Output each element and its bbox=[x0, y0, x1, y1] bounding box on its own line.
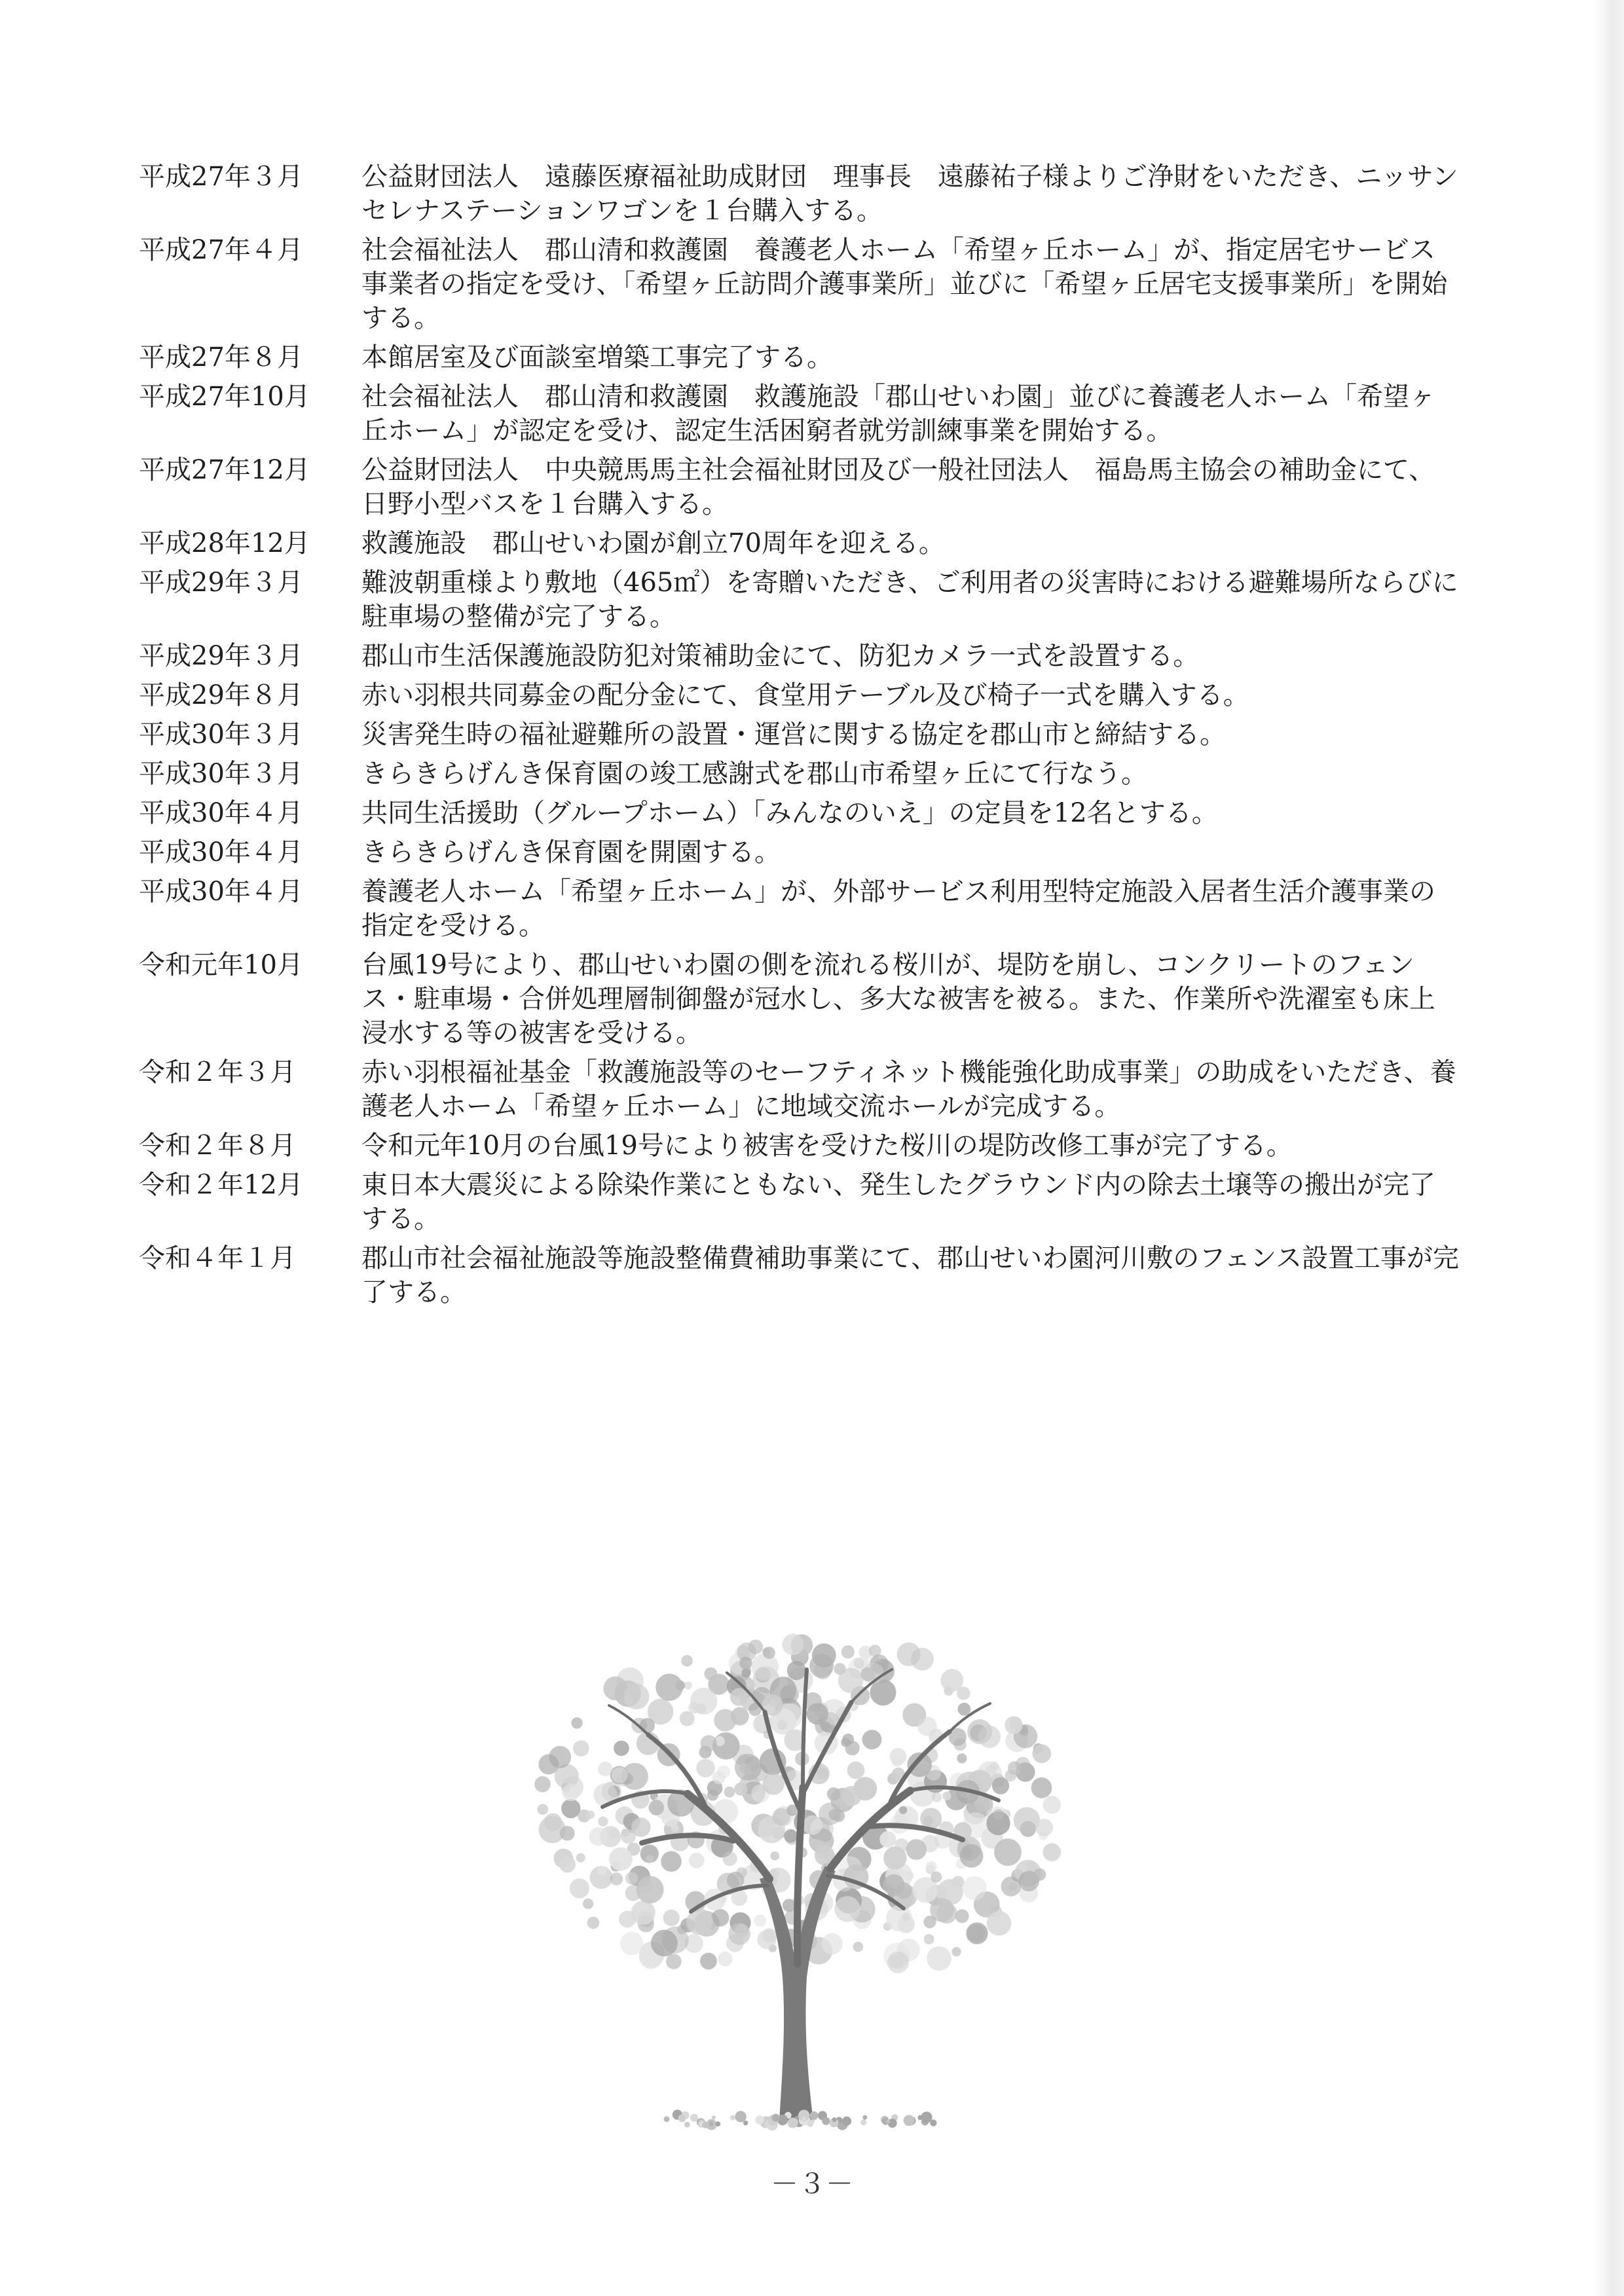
timeline-entry bbox=[139, 1168, 1459, 1236]
entry-text: 社会福祉法人 郡山清和救護園 救護施設「郡山せいわ園」並びに養護老人ホーム「希望ヶ丘ホーム」が認定を受け、認定生活困窮者就労訓練事業を開始する。 bbox=[361, 382, 1435, 446]
timeline-entry bbox=[139, 1055, 1459, 1123]
entry-date: 令和２年３月 bbox=[139, 1057, 296, 1087]
entry-text: 台風19号により、郡山せいわ園の側を流れる桜川が、堤防を崩し、コンクリートのフェンス・駐車場・合併処理層制御盤が冠水し、多大な被害を被る。また、作業所や洗濯室も床上浸水する等の被害を受ける。 bbox=[361, 950, 1435, 1048]
tree-illustration bbox=[511, 1597, 1087, 2134]
timeline-entry bbox=[139, 948, 1459, 1050]
timeline-entry bbox=[139, 453, 1459, 521]
entry-date: 平成28年12月 bbox=[139, 528, 310, 558]
entry-text: 郡山市社会福祉施設等施設整備費補助事業にて、郡山せいわ園河川敷のフェンス設置工事が完了する。 bbox=[361, 1243, 1459, 1307]
entry-date: 平成30年４月 bbox=[139, 837, 303, 867]
entry-date: 平成30年４月 bbox=[139, 798, 303, 828]
entry-date: 令和２年12月 bbox=[139, 1170, 303, 1200]
page-edge-shadow bbox=[1594, 0, 1624, 2296]
entry-text: 災害発生時の福祉避難所の設置・運営に関する協定を郡山市と締結する。 bbox=[361, 720, 1226, 750]
entry-date: 平成27年10月 bbox=[139, 382, 310, 412]
entry-text: 赤い羽根福祉基金「救護施設等のセーフティネット機能強化助成事業」の助成をいただき、養護老人ホーム「希望ヶ丘ホーム」に地域交流ホールが完成する。 bbox=[361, 1057, 1456, 1121]
timeline-entry bbox=[139, 340, 1459, 374]
entry-text: きらきらげんき保育園の竣工感謝式を郡山市希望ヶ丘にて行なう。 bbox=[361, 759, 1147, 789]
entry-text: きらきらげんき保育園を開園する。 bbox=[361, 837, 781, 867]
entry-text: 難波朝重様より敷地（465㎡）を寄贈いただき、ご利用者の災害時における避難場所ならびに駐車場の整備が完了する。 bbox=[361, 568, 1458, 632]
entry-date: 平成29年８月 bbox=[139, 680, 303, 710]
page-number: －３－ bbox=[770, 2168, 853, 2200]
entry-date: 平成27年３月 bbox=[139, 162, 303, 192]
timeline-entry bbox=[139, 639, 1459, 673]
entry-text: 令和元年10月の台風19号により被害を受けた桜川の堤防改修工事が完了する。 bbox=[361, 1131, 1293, 1161]
entry-date: 平成30年３月 bbox=[139, 720, 303, 750]
entry-text: 郡山市生活保護施設防犯対策補助金にて、防犯カメラ一式を設置する。 bbox=[361, 641, 1200, 671]
entry-text: 共同生活援助（グループホーム）「みんなのいえ」の定員を12名とする。 bbox=[361, 798, 1218, 828]
history-timeline bbox=[139, 160, 1459, 1315]
timeline-entry bbox=[139, 757, 1459, 791]
entry-date: 平成27年12月 bbox=[139, 455, 310, 485]
timeline-entry bbox=[139, 796, 1459, 830]
entry-date: 平成29年３月 bbox=[139, 641, 303, 671]
tree-ground-dots bbox=[664, 2109, 937, 2130]
timeline-entry bbox=[139, 718, 1459, 752]
timeline-entry bbox=[139, 526, 1459, 560]
entry-text: 本館居室及び面談室増築工事完了する。 bbox=[361, 342, 833, 373]
timeline-entry bbox=[139, 678, 1459, 712]
entry-date: 平成27年４月 bbox=[139, 235, 303, 265]
entry-date: 平成30年３月 bbox=[139, 759, 303, 789]
entry-text: 東日本大震災による除染作業にともない、発生したグラウンド内の除去土壌等の搬出が完了する。 bbox=[361, 1170, 1435, 1234]
entry-text: 公益財団法人 遠藤医療福祉助成財団 理事長 遠藤祐子様よりご浄財をいただき、ニッサンセレナステーションワゴンを１台購入する。 bbox=[361, 162, 1458, 226]
entry-text: 養護老人ホーム「希望ヶ丘ホーム」が、外部サービス利用型特定施設入居者生活介護事業の指定を受ける。 bbox=[361, 877, 1435, 941]
entry-date: 令和２年８月 bbox=[139, 1131, 296, 1161]
entry-text: 救護施設 郡山せいわ園が創立70周年を迎える。 bbox=[361, 528, 945, 558]
entry-text: 公益財団法人 中央競馬馬主社会福祉財団及び一般社団法人 福島馬主協会の補助金にて、日野小型バスを１台購入する。 bbox=[361, 455, 1435, 519]
entry-date: 令和４年１月 bbox=[139, 1243, 296, 1273]
timeline-entry bbox=[139, 1241, 1459, 1309]
timeline-entry bbox=[139, 160, 1459, 228]
tree-icon bbox=[511, 1597, 1087, 2134]
timeline-entry bbox=[139, 233, 1459, 335]
timeline-entry bbox=[139, 566, 1459, 634]
entry-text: 社会福祉法人 郡山清和救護園 養護老人ホーム「希望ヶ丘ホーム」が、指定居宅サービス事業者の指定を受け、「希望ヶ丘訪問介護事業所」並びに「希望ヶ丘居宅支援事業所」を開始する。 bbox=[361, 235, 1448, 333]
entry-date: 平成27年８月 bbox=[139, 342, 303, 373]
timeline-entry bbox=[139, 835, 1459, 869]
entry-date: 平成30年４月 bbox=[139, 877, 303, 907]
entry-date: 平成29年３月 bbox=[139, 568, 303, 598]
entry-text: 赤い羽根共同募金の配分金にて、食堂用テーブル及び椅子一式を購入する。 bbox=[361, 680, 1249, 710]
entry-date: 令和元年10月 bbox=[139, 950, 303, 980]
timeline-entry bbox=[139, 875, 1459, 943]
timeline-entry bbox=[139, 1129, 1459, 1163]
timeline-entry bbox=[139, 380, 1459, 448]
